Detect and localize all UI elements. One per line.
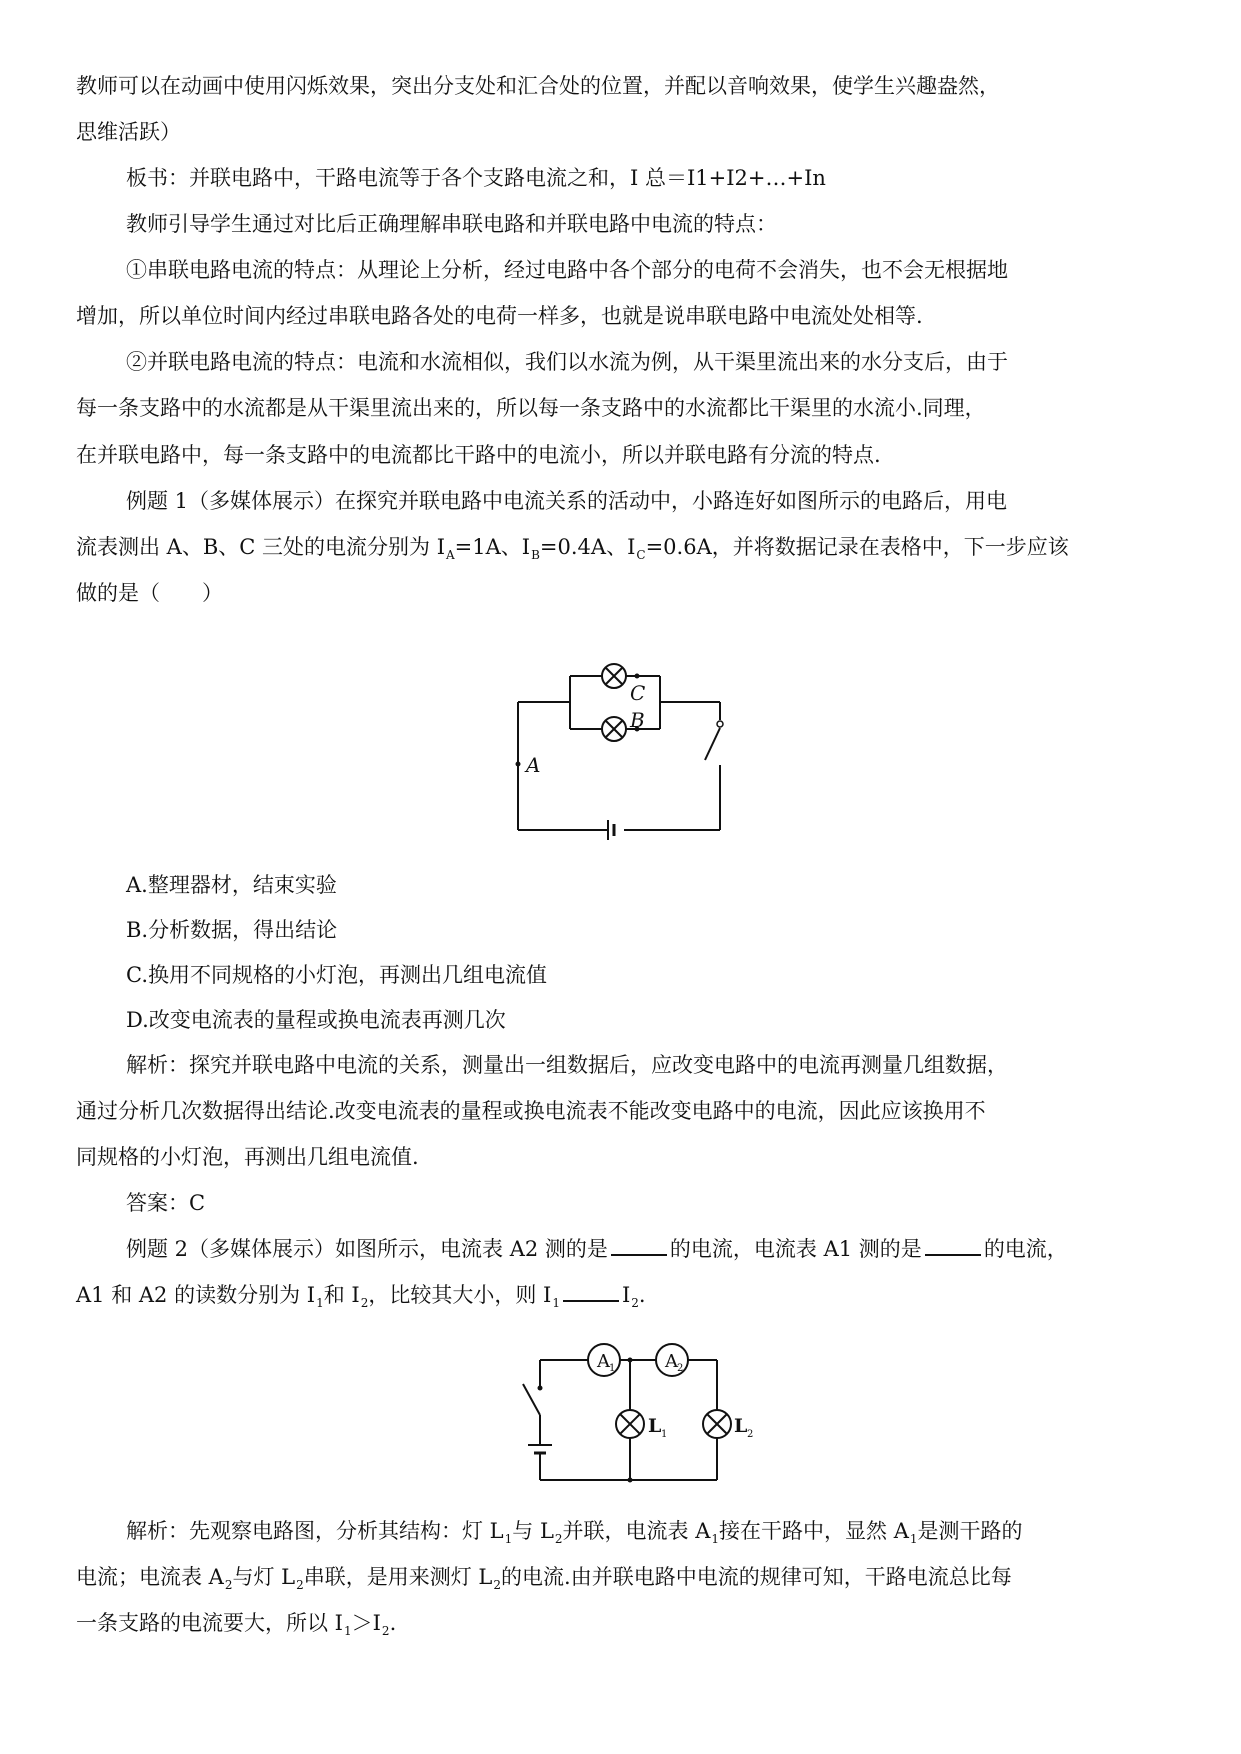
point-a-label: A [526, 753, 541, 777]
analysis1-line2: 通过分析几次数据得出结论.改变电流表的量程或换电流表不能改变电路中的电流，因此应该换用不 [76, 1099, 986, 1123]
svg-text:2: 2 [677, 1363, 684, 1374]
example1-line2: 流表测出 A、B、C 三处的电流分别为 $I_A=1A$、$I_B=0.4A$、$I_C=0.6A$，并将数据记录在表格中，下一步应该 [76, 535, 1069, 562]
text-line: ①串联电路电流的特点：从理论上分析，经过电路中各个部分的电荷不会消失，也不会无根据地 [126, 258, 1008, 282]
analysis2-line2: 电流；电流表 $A_2$与灯 $L_2$串联，是用来测灯 $L_2$的电流.由并联电路中电流的规律可知，干路电流总比每 [76, 1565, 1012, 1592]
analysis2-line3: 一条支路的电流要大，所以 $I_1>I_2$. [76, 1611, 397, 1638]
lamp-c-icon [602, 664, 626, 688]
lamp-l2-label: L [734, 1415, 748, 1437]
answer-blank-3 [563, 1282, 619, 1302]
text-line: 板书：并联电路中，干路电流等于各个支路电流之和，I 总＝I1+I2+…+In [126, 166, 826, 190]
example2-line2: A1 和 A2 的读数分别为 $I_1$和 $I_2$，比较其大小，则 $I_1$ $I_2$. [76, 1283, 646, 1310]
svg-text:2: 2 [747, 1429, 754, 1440]
text-line: 思维活跃） [76, 120, 181, 144]
example1-line3: 做的是（ ） [76, 581, 223, 605]
svg-text:A: A [665, 1351, 678, 1372]
ammeter-a2-icon [656, 1344, 688, 1376]
answer1: 答案：C [126, 1191, 206, 1215]
svg-text:A: A [597, 1351, 610, 1372]
lamp-b-icon [602, 717, 626, 741]
analysis1-line1: 解析：探究并联电路中电流的关系，测量出一组数据后，应改变电路中的电流再测量几组数据， [126, 1053, 1008, 1077]
svg-text:1: 1 [609, 1363, 616, 1374]
option-c: C.换用不同规格的小灯泡，再测出几组电流值 [126, 963, 547, 987]
lamp-l1-icon [616, 1410, 644, 1438]
analysis1-line3: 同规格的小灯泡，再测出几组电流值. [76, 1145, 419, 1169]
text-line: 增加，所以单位时间内经过串联电路各处的电荷一样多，也就是说串联电路中电流处处相等. [76, 304, 923, 328]
answer-blank-1 [611, 1236, 667, 1256]
circuit-diagram-1 [500, 660, 740, 865]
example1-line1: 例题 1（多媒体展示）在探究并联电路中电流关系的活动中，小路连好如图所示的电路后，用电 [126, 489, 1008, 513]
text-line: ②并联电路电流的特点：电流和水流相似，我们以水流为例，从干渠里流出来的水分支后，由于 [126, 350, 1008, 374]
text-line: 教师引导学生通过对比后正确理解串联电路和并联电路中电流的特点： [126, 212, 777, 236]
text-line: 在并联电路中，每一条支路中的电流都比干路中的电流小，所以并联电路有分流的特点. [76, 443, 881, 467]
ammeter-a1-icon [588, 1344, 620, 1376]
analysis2-line1: 解析：先观察电路图，分析其结构：灯 $L_1$与 $L_2$并联，电流表 $A_1$接在干路中，显然 $A_1$是测干路的 [126, 1519, 1023, 1546]
option-a: A.整理器材，结束实验 [126, 873, 337, 897]
point-b-label: B [630, 708, 645, 732]
point-c-label: C [630, 681, 646, 705]
option-b: B.分析数据，得出结论 [126, 918, 338, 942]
svg-text:1: 1 [661, 1429, 668, 1440]
answer-blank-2 [925, 1236, 981, 1256]
lamp-l2-icon [703, 1410, 731, 1438]
circuit-diagram-2 [520, 1340, 760, 1495]
lamp-l1-label: L [648, 1415, 662, 1437]
text-line: 教师可以在动画中使用闪烁效果，突出分支处和汇合处的位置，并配以音响效果，使学生兴趣盎然， [76, 74, 1000, 98]
option-d: D.改变电流表的量程或换电流表再测几次 [126, 1008, 506, 1032]
text-line: 每一条支路中的水流都是从干渠里流出来的，所以每一条支路中的水流都比干渠里的水流小.同理， [76, 396, 986, 420]
example2-line1: 例题 2（多媒体展示）如图所示，电流表 A2 测的是 的电流，电流表 A1 测的是 的电流， [126, 1237, 1068, 1261]
